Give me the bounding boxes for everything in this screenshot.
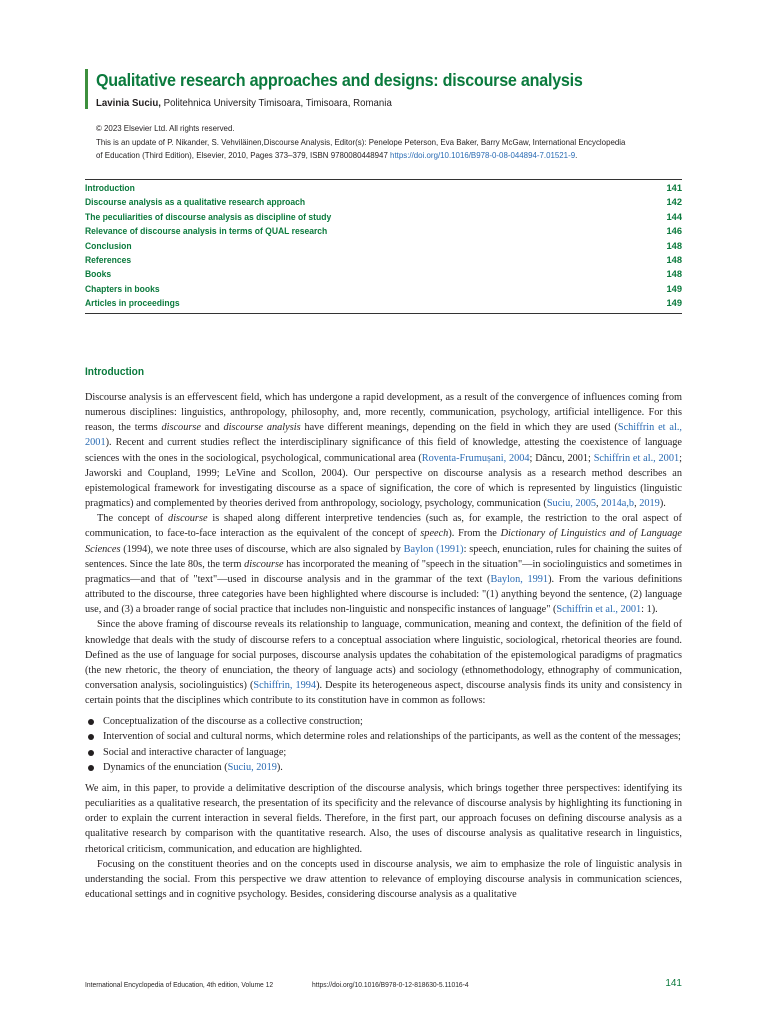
bullet-list <box>85 714 682 775</box>
toc-item[interactable]: Articles in proceedings 149 <box>85 296 682 310</box>
toc-page: 148 <box>666 269 682 280</box>
toc-page: 144 <box>666 211 682 222</box>
list-item: Dynamics of the enunciation (Suciu, 2019). <box>85 760 682 775</box>
article-title: Qualitative research approaches and designs: discourse analysis <box>96 70 583 90</box>
toc-page: 148 <box>666 240 682 251</box>
page-number: 141 <box>665 978 682 989</box>
update-doi-link[interactable]: https://doi.org/10.1016/B978-0-08-044894-7.01521-9 <box>390 150 576 160</box>
paragraph: Since the above framing of discourse reveals its relationship to language, communication, meaning and context, the definition of the field of knowledge that deals with the study of discourse refers to a conceptual association where linguistic, sociological, rhetorical theories are found. Defined as the use of language for social purposes, discourse analysis updates the cohabitation of the epistemological paradigms of pragmatics (the new rhetoric, the theory of enunciation, the theory of language acts) and sociology (ethnomethodology, ethnography of communication, conversation analysis, sociolinguistics) (Schiffrin, 1994). Despite its heterogeneous aspect, discourse analysis finds its unity and consistency in certain points that the disciplines which contribute to its constitution have in common as follows: <box>85 619 682 707</box>
table-of-contents <box>85 179 682 314</box>
toc-item[interactable]: The peculiarities of discourse analysis as discipline of study 144 <box>85 210 682 224</box>
toc-item[interactable]: Conclusion 148 <box>85 239 682 253</box>
citation-link[interactable]: Baylon (1991) <box>403 543 464 555</box>
paragraph: We aim, in this paper, to provide a delimitative description of the discourse analysis, which brings together three perspectives: identifying its peculiarities as a qualitative research, the presentation of its specificity and the relevance of discourse analysis by highlighting its functioning in order to explain the current interaction in several fields. Therefore, in the first part, our approach focuses on defining discourse analysis as a qualitative research by comparison with the quantitative research. Also, the uses of discourse analysis as qualitative research in linguistics, rhetorical criticism, communication, and education are highlighted. <box>85 782 682 855</box>
toc-page: 149 <box>666 283 682 294</box>
citation-link[interactable]: Suciu, 2005 <box>546 498 597 510</box>
citation-link[interactable]: Schiffrin et al., 2001 <box>85 422 682 449</box>
author-line <box>96 97 648 109</box>
toc-item[interactable]: Chapters in books 149 <box>85 282 682 296</box>
paragraph: Discourse analysis is an effervescent field, which has undergone a rapid development, as a result of the convergence of influences coming from numerous disciplines: linguistics, anthropology, philosophy, and, more recently, communication, psychology, artificial intelligence. For this reason, the terms discourse and discourse analysis have different meanings, depending on the field in which they are used (Schiffrin et al., 2001). Recent and current studies reflect the interdisciplinary significance of this field of knowledge, attesting the coexistence of language sciences with the ones in the sociological, psychological, communicational area (Roventa-Frumușani, 2004; Dâncu, 2001; Schiffrin et al., 2001; Jaworski and Coupland, 1999; LeVine and Scollon, 2004). Our perspective on discourse analysis as a research method describes an epistemological framework for investigating discourse as a space of signification, the core of which is represented by linguistics (linguistic pragmatics) and complemented by theories derived from anthropology, sociology, psychology, communication (Suciu, 2005, 2014a,b, 2019). <box>85 392 682 510</box>
citation-link[interactable]: Suciu, 2019 <box>227 761 277 773</box>
citation-link[interactable]: Roventa-Frumușani, 2004 <box>421 452 530 464</box>
toc-item[interactable]: Relevance of discourse analysis in terms of QUAL research 146 <box>85 224 682 238</box>
toc-item[interactable]: References 148 <box>85 253 682 267</box>
toc-item[interactable]: Introduction 141 <box>85 181 682 195</box>
section-heading: Introduction <box>85 366 145 378</box>
title-block <box>85 69 696 109</box>
toc-page: 141 <box>666 183 682 193</box>
citation-link[interactable]: 2014a,b <box>601 498 635 510</box>
list-item: Social and interactive character of language; <box>85 745 682 760</box>
citation-link[interactable]: Schiffrin et al., 2001 <box>593 452 680 464</box>
toc-page: 149 <box>666 298 682 309</box>
list-item: Intervention of social and cultural norms, which determine roles and relationships of the participants, as well as the content of the messages; <box>85 729 682 744</box>
citation-link[interactable]: Schiffrin et al., 2001 <box>556 604 642 616</box>
toc-item[interactable]: Books 148 <box>85 267 682 281</box>
paragraph: The concept of discourse is shaped along different interpretive tendencies (such as, for example, the restriction to the oral aspect of communication, to face-to-face interaction as the equivalent of the concept of speech). From the Dictionary of Linguistics and of Language Sciences (1994), we note three uses of discourse, which are also signaled by Baylon (1991): speech, enunciation, rules for chaining the suites of sentences. Since the late 80s, the term discourse has incorporated the meaning of "speech in the situation"—in sociolinguistics and sometimes in pragmatics—and that of "text"—used in discourse analysis and in the grammar of the text (Baylon, 1991). From the various definitions attributed to the discourse, three categories have been highlighted where discourse is included: "(1) anything beyond the sentence, (2) language use, and (3) a broader range of social practice that includes non-linguistic and nonspecific instances of language" (Schiffrin et al., 2001: 1). <box>85 513 682 616</box>
citation-link[interactable]: Baylon, 1991 <box>490 573 549 585</box>
toc-item[interactable]: Discourse analysis as a qualitative research approach 142 <box>85 195 682 209</box>
footer-doi[interactable]: https://doi.org/10.1016/B978-0-12-818630-5.11016-4 <box>312 980 469 989</box>
article-body <box>85 390 682 902</box>
copyright-notice: © 2023 Elsevier Ltd. All rights reserved. <box>96 123 235 133</box>
author-affiliation: Politehnica University Timisoara, Timisoara, Romania <box>160 97 392 109</box>
update-note-line2: of Education (Third Edition), Elsevier, 2010, Pages 373–379, ISBN 9780080448947 https://doi.org/10.1016/B978-0-08-044894-7.01521-9. <box>96 150 578 160</box>
list-item: Conceptualization of the discourse as a collective construction; <box>85 714 682 729</box>
paragraph: Focusing on the constituent theories and on the concepts used in discourse analysis, we aim to emphasize the role of linguistic analysis in understanding the social. From this perspective we draw attention to relevance of employing discourse analysis in communication sciences, educational settings and in cognitive psychology. Besides, considering discourse analysis as a qualitative <box>85 858 682 900</box>
citation-link[interactable]: Schiffrin, 1994 <box>253 679 317 691</box>
author-name: Lavinia Suciu, <box>96 97 161 109</box>
toc-page: 148 <box>666 254 682 265</box>
footer-journal: International Encyclopedia of Education, 4th edition, Volume 12 <box>85 980 274 989</box>
article-metadata <box>96 122 686 163</box>
toc-page: 142 <box>666 197 682 208</box>
citation-link[interactable]: 2019 <box>639 498 660 510</box>
toc-page: 146 <box>666 226 682 237</box>
update-note-line1: This is an update of P. Nikander, S. Vehviläinen,Discourse Analysis, Editor(s): Penelope Peterson, Eva Baker, Barry McGaw, International Encyclopedia <box>96 136 626 147</box>
